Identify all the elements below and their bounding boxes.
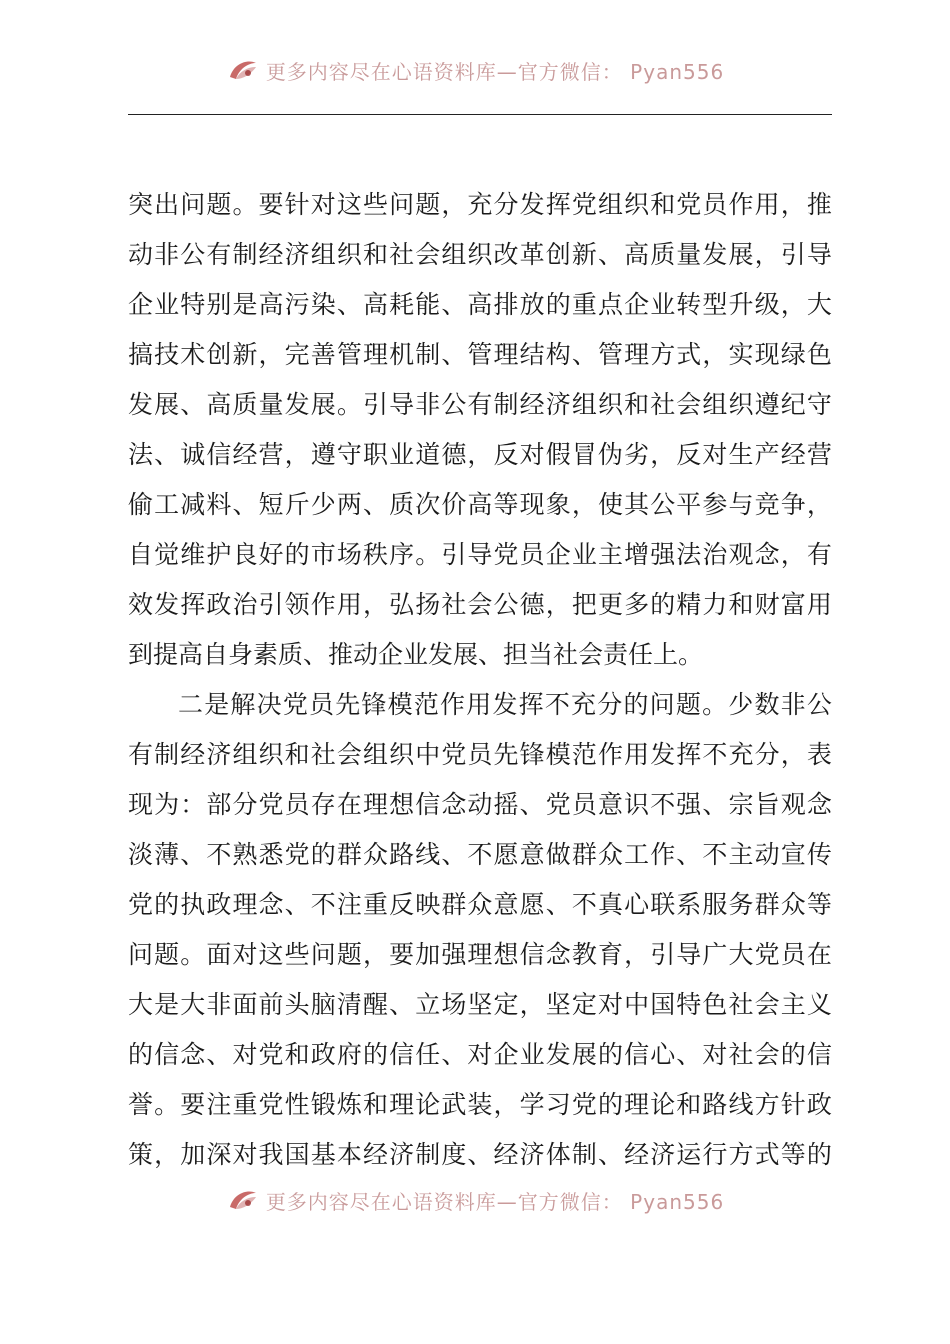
text-line: 策 ， 加 深 对 我 国 基 本 经 济 制 度 、 经 济 体 制 、 经 济 运 行 方 式 等 的 <box>128 1140 832 1169</box>
footer-banner <box>0 1180 950 1220</box>
text-line: 企 业 特 别 是 高 污 染 、 高 耗 能 、 高 排 放 的 重 点 企 业 转 型 升 级 ， 大 <box>128 290 832 319</box>
text-line: 问 题 。 面 对 这 些 问 题 ， 要 加 强 理 想 信 念 教 育 ， 引 导 广 大 党 员 在 <box>128 940 832 969</box>
text-line: 法 、 诚 信 经 营 ， 遵 守 职 业 道 德 ， 反 对 假 冒 伪 劣 ， 反 对 生 产 经 营 <box>128 440 832 469</box>
text-line: 有 制 经 济 组 织 和 社 会 组 织 中 党 员 先 锋 模 范 作 用 发 挥 不 充 分 ， 表 <box>128 740 832 769</box>
text-line: 突 出 问 题 。 要 针 对 这 些 问 题 ， 充 分 发 挥 党 组 织 和 党 员 作 用 ， 推 <box>128 190 832 219</box>
header-banner-text: 更多内容尽在心语资料库—官方微信： Pyan556 <box>265 59 725 84</box>
footer-banner-inner <box>226 1186 724 1215</box>
text-line: 誉 。 要 注 重 党 性 锻 炼 和 理 论 武 装 ， 学 习 党 的 理 论 和 路 线 方 针 政 <box>128 1090 832 1119</box>
text-line: 党 的 执 政 理 念 、 不 注 重 反 映 群 众 意 愿 、 不 真 心 联 系 服 务 群 众 等 <box>128 890 832 919</box>
text-line: 发 展 、 高 质 量 发 展 。 引 导 非 公 有 制 经 济 组 织 和 社 会 组 织 遵 纪 守 <box>128 390 832 419</box>
brand-logo-icon <box>226 57 260 83</box>
text-line: 现 为 ： 部 分 党 员 存 在 理 想 信 念 动 摇 、 党 员 意 识 不 强 、 宗 旨 观 念 <box>128 790 832 819</box>
text-line: 偷 工 减 料 、 短 斤 少 两 、 质 次 价 高 等 现 象 ， 使 其 公 平 参 与 竞 争 ， <box>128 490 832 519</box>
text-line: 动 非 公 有 制 经 济 组 织 和 社 会 组 织 改 革 创 新 、 高 质 量 发 展 ， 引 导 <box>128 240 832 269</box>
text-line: 的 信 念 、 对 党 和 政 府 的 信 任 、 对 企 业 发 展 的 信 心 、 对 社 会 的 信 <box>128 1040 832 1069</box>
text-line: 淡 薄 、 不 熟 悉 党 的 群 众 路 线 、 不 愿 意 做 群 众 工 作 、 不 主 动 宣 传 <box>128 840 832 869</box>
header-banner <box>0 50 950 90</box>
header-divider <box>128 114 832 115</box>
text-line: 效 发 挥 政 治 引 领 作 用 ， 弘 扬 社 会 公 德 ， 把 更 多 的 精 力 和 财 富 用 <box>128 590 832 619</box>
paragraph-end-line: 到提高自身素质、推动企业发展、担当社会责任上。 <box>128 640 704 669</box>
header-banner-inner <box>226 56 724 85</box>
brand-logo-icon <box>226 1187 260 1213</box>
text-line: 大 是 大 非 面 前 头 脑 清 醒 、 立 场 坚 定 ， 坚 定 对 中 国 特 色 社 会 主 义 <box>128 990 832 1019</box>
document-body <box>128 180 832 1180</box>
text-line: 搞 技 术 创 新 ， 完 善 管 理 机 制 、 管 理 结 构 、 管 理 方 式 ， 实 现 绿 色 <box>128 340 832 369</box>
paragraph-start-line: 二 是 解 决 党 员 先 锋 模 范 作 用 发 挥 不 充 分 的 问 题 。 少 数 非 公 <box>178 690 832 719</box>
footer-banner-text: 更多内容尽在心语资料库—官方微信： Pyan556 <box>265 1189 725 1214</box>
text-line: 自 觉 维 护 良 好 的 市 场 秩 序 。 引 导 党 员 企 业 主 增 强 法 治 观 念 ， 有 <box>128 540 832 569</box>
